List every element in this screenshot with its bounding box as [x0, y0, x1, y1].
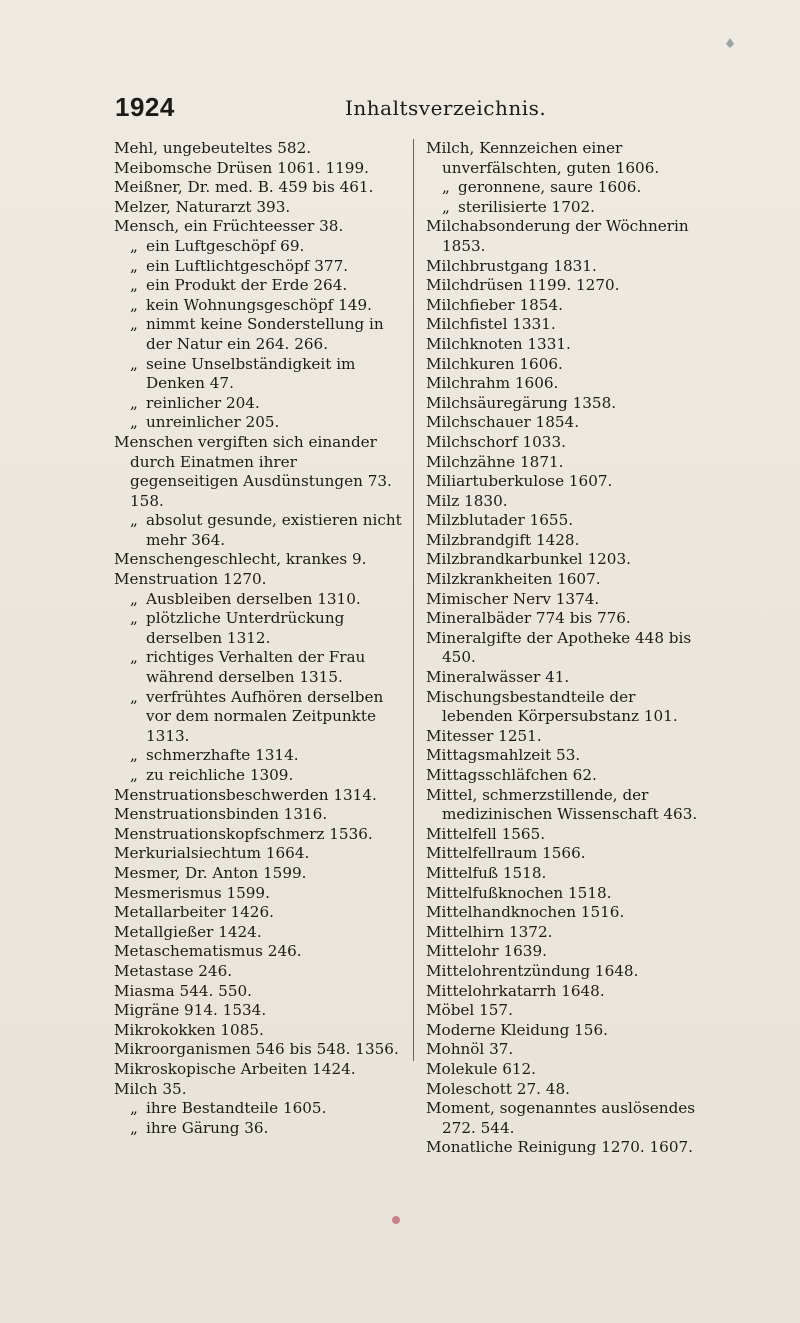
index-entry-text: Mittelhirn 1372.	[426, 922, 553, 941]
index-entry	[426, 1080, 704, 1100]
index-entry-text: Mittel, schmerzstillende, der medizinischen Wissenschaft 463.	[426, 785, 698, 824]
index-entry	[114, 315, 406, 354]
index-entry-text: Menstruationskopfschmerz 1536.	[114, 824, 373, 843]
index-entry-text: zu reichliche 1309.	[146, 766, 294, 784]
index-entry-text: Milch 35.	[114, 1079, 187, 1098]
index-entry-text: Milchbrustgang 1831.	[426, 256, 597, 275]
index-entry-text: ein Luftgeschöpf 69.	[146, 236, 305, 255]
index-entry-text: Monatliche Reinigung 1270. 1607.	[426, 1138, 693, 1157]
index-entry	[114, 433, 406, 511]
index-entry-text: Miasma 544. 550.	[114, 981, 253, 1000]
index-entry	[426, 1060, 704, 1080]
index-entry	[426, 746, 704, 766]
index-entry	[426, 394, 704, 414]
index-entry	[426, 1099, 704, 1138]
ditto-mark: „	[130, 256, 138, 275]
index-entry-text: Milzkrankheiten 1607.	[426, 570, 601, 589]
index-entry	[426, 276, 704, 296]
index-entry-text: Metaschematismus 246.	[114, 942, 302, 961]
index-entry-text: Metastase 246.	[114, 961, 233, 980]
index-entry	[114, 276, 406, 296]
index-entry	[114, 766, 406, 786]
index-entry-text: Meibomsche Drüsen 1061. 1199.	[114, 158, 369, 177]
index-entry-text: verfrühtes Aufhören derselben vor dem normalen Zeitpunkte 1313.	[146, 687, 384, 745]
index-entry	[114, 609, 406, 648]
index-entry-text: Moment, sogenanntes auslösendes 272. 544.	[426, 1099, 696, 1137]
index-entry-text: sterilisierte 1702.	[458, 197, 596, 216]
index-entry-text: Mikroorganismen 546 bis 548. 1356.	[114, 1040, 399, 1059]
ditto-mark: „	[130, 609, 138, 628]
index-column-left	[114, 139, 406, 1138]
index-entry	[114, 550, 406, 570]
index-entry	[426, 590, 704, 610]
index-entry	[426, 629, 704, 668]
ditto-mark: „	[130, 1118, 138, 1137]
stain-mark-icon	[392, 1216, 400, 1224]
index-entry-text: Milch, Kennzeichen einer unverfälschten, guten 1606.	[426, 139, 660, 177]
column-divider	[413, 139, 414, 1061]
index-entry	[114, 825, 406, 845]
index-entry-text: reinlicher 204.	[146, 393, 260, 412]
index-entry	[426, 315, 704, 335]
index-entry	[114, 884, 406, 904]
index-entry	[426, 492, 704, 512]
index-entry-text: Molekule 612.	[426, 1059, 537, 1078]
index-entry	[426, 844, 704, 864]
running-title: Inhaltsverzeichnis.	[345, 96, 547, 120]
index-entry-text: Migräne 914. 1534.	[114, 1001, 267, 1020]
index-entry-text: Metallarbeiter 1426.	[114, 903, 274, 922]
index-entry-text: Melzer, Naturarzt 393.	[114, 197, 291, 216]
index-entry	[426, 727, 704, 747]
index-entry	[426, 982, 704, 1002]
index-entry-text: Moleschott 27. 48.	[426, 1079, 570, 1098]
index-entry	[426, 335, 704, 355]
index-entry	[114, 746, 406, 766]
index-entry	[114, 355, 406, 394]
index-entry	[426, 1138, 704, 1158]
index-entry	[114, 942, 406, 962]
index-entry-text: Mineralbäder 774 bis 776.	[426, 609, 631, 628]
index-entry	[426, 472, 704, 492]
index-entry-text: Mittelfußknochen 1518.	[426, 883, 612, 902]
index-entry	[114, 962, 406, 982]
index-entry	[426, 433, 704, 453]
index-entry-text: Milzbrandkarbunkel 1203.	[426, 550, 631, 569]
index-entry	[426, 374, 704, 394]
index-entry	[114, 178, 406, 198]
index-entry	[114, 1001, 406, 1021]
index-entry-text: Milchkuren 1606.	[426, 354, 563, 373]
index-entry-text: Mittelohrkatarrh 1648.	[426, 981, 605, 1000]
index-entry-text: Menstruationsbeschwerden 1314.	[114, 785, 377, 804]
index-entry	[426, 1040, 704, 1060]
index-entry-text: Milchschorf 1033.	[426, 432, 566, 451]
index-column-right	[426, 139, 704, 1158]
index-entry-text: Milchschauer 1854.	[426, 413, 580, 432]
index-entry-text: richtiges Verhalten der Frau während derselben 1315.	[146, 648, 366, 687]
corner-mark-icon	[726, 38, 734, 48]
index-entry-text: kein Wohnungsgeschöpf 149.	[146, 295, 372, 314]
index-entry-text: schmerzhafte 1314.	[146, 746, 299, 765]
index-entry	[114, 1099, 406, 1119]
ditto-mark: „	[130, 276, 138, 295]
index-entry-text: Milchabsonderung der Wöchnerin 1853.	[426, 217, 689, 255]
ditto-mark: „	[130, 1099, 138, 1118]
index-entry-text: Menschen vergiften sich einander durch Einatmen ihrer gegenseitigen Ausdünstungen 73. 158.	[114, 432, 392, 510]
index-entry-text: ihre Gärung 36.	[146, 1118, 269, 1137]
index-entry	[426, 413, 704, 433]
index-entry-text: Mehl, ungebeuteltes 582.	[114, 139, 312, 157]
ditto-mark: „	[130, 766, 138, 784]
ditto-mark: „	[130, 589, 138, 608]
index-entry	[426, 786, 704, 825]
index-entry-text: Mensch, ein Früchteesser 38.	[114, 217, 344, 236]
index-entry	[114, 1040, 406, 1060]
index-entry	[114, 923, 406, 943]
index-entry	[114, 1021, 406, 1041]
index-entry-text: Meißner, Dr. med. B. 459 bis 461.	[114, 178, 374, 197]
index-entry-text: Milchzähne 1871.	[426, 452, 564, 471]
index-entry-text: Mittelfellraum 1566.	[426, 844, 586, 863]
index-entry	[114, 864, 406, 884]
index-entry-text: Mittagsschläfchen 62.	[426, 766, 597, 784]
index-entry	[426, 531, 704, 551]
index-entry-text: Milzbrandgift 1428.	[426, 530, 580, 549]
index-entry	[426, 903, 704, 923]
index-entry	[114, 139, 406, 159]
page-header	[115, 92, 685, 126]
index-entry-text: unreinlicher 205.	[146, 413, 280, 432]
index-entry	[426, 942, 704, 962]
ditto-mark: „	[130, 648, 138, 667]
index-entry	[426, 884, 704, 904]
index-entry	[426, 864, 704, 884]
index-entry-text: Metallgießer 1424.	[114, 922, 262, 941]
index-entry-text: Miliartuberkulose 1607.	[426, 472, 613, 491]
index-entry-text: Mikroskopische Arbeiten 1424.	[114, 1059, 356, 1078]
ditto-mark: „	[130, 511, 138, 530]
index-entry-text: geronnene, saure 1606.	[458, 178, 642, 197]
ditto-mark: „	[442, 197, 450, 216]
index-entry	[114, 688, 406, 747]
index-entry-text: ein Produkt der Erde 264.	[146, 276, 348, 295]
index-entry-text: Mittelfuß 1518.	[426, 863, 547, 882]
index-entry	[426, 296, 704, 316]
index-entry	[114, 570, 406, 590]
index-entry-text: Milchfistel 1331.	[426, 315, 556, 334]
index-entry	[114, 257, 406, 277]
index-entry-text: Milchsäuregärung 1358.	[426, 393, 617, 412]
index-entry-text: nimmt keine Sonderstellung in der Natur ein 264. 266.	[146, 315, 384, 353]
index-entry	[114, 982, 406, 1002]
index-entry	[426, 217, 704, 256]
ditto-mark: „	[130, 413, 138, 432]
index-entry	[114, 237, 406, 257]
index-entry	[114, 903, 406, 923]
index-entry	[114, 198, 406, 218]
index-entry	[114, 786, 406, 806]
index-entry	[114, 590, 406, 610]
index-entry-text: Mineralgifte der Apotheke 448 bis 450.	[426, 628, 692, 667]
index-entry	[426, 1021, 704, 1041]
index-entry	[426, 257, 704, 277]
index-entry-text: Merkurialsiechtum 1664.	[114, 844, 310, 863]
index-entry	[114, 1119, 406, 1139]
index-entry	[114, 413, 406, 433]
index-entry	[426, 962, 704, 982]
index-entry	[426, 139, 704, 178]
index-entry-text: Milchdrüsen 1199. 1270.	[426, 276, 620, 295]
index-entry-text: Mesmerismus 1599.	[114, 883, 270, 902]
ditto-mark: „	[130, 393, 138, 412]
index-entry-text: Menstruationsbinden 1316.	[114, 805, 328, 824]
index-entry-text: ein Luftlichtgeschöpf 377.	[146, 256, 349, 275]
ditto-mark: „	[442, 178, 450, 197]
ditto-mark: „	[130, 236, 138, 255]
index-entry-text: Ausbleiben derselben 1310.	[146, 589, 361, 608]
ditto-mark: „	[130, 315, 138, 334]
index-entry-text: Mesmer, Dr. Anton 1599.	[114, 863, 307, 882]
index-entry-text: Mohnöl 37.	[426, 1040, 514, 1059]
ditto-mark: „	[130, 687, 138, 706]
index-entry-text: Milzblutader 1655.	[426, 511, 574, 530]
index-entry	[426, 453, 704, 473]
index-entry-text: Mikrokokken 1085.	[114, 1020, 264, 1039]
index-entry	[426, 570, 704, 590]
index-entry	[426, 766, 704, 786]
index-entry	[426, 668, 704, 688]
ditto-mark: „	[130, 354, 138, 373]
index-entry-text: seine Unselbständigkeit im Denken 47.	[146, 354, 356, 393]
index-entry	[114, 296, 406, 316]
index-entry-text: Mischungsbestandteile der lebenden Körpersubstanz 101.	[426, 687, 678, 726]
index-entry	[426, 609, 704, 629]
index-entry-text: Mittelohrentzündung 1648.	[426, 961, 639, 980]
index-entry-text: Milz 1830.	[426, 491, 508, 510]
index-entry-text: ihre Bestandteile 1605.	[146, 1099, 327, 1118]
index-entry	[426, 178, 704, 198]
index-entry	[114, 1080, 406, 1100]
index-entry-text: Mimischer Nerv 1374.	[426, 589, 600, 608]
index-entry-text: Milchfieber 1854.	[426, 295, 563, 314]
index-entry	[114, 511, 406, 550]
index-entry	[114, 844, 406, 864]
index-entry-text: Milchrahm 1606.	[426, 374, 559, 393]
index-entry-text: Mittelhandknochen 1516.	[426, 903, 625, 922]
page-number: 1924	[115, 92, 175, 122]
index-entry-text: Mittelfell 1565.	[426, 824, 546, 843]
index-entry-text: plötzliche Unterdrückung derselben 1312.	[146, 609, 345, 647]
index-entry	[426, 550, 704, 570]
index-entry	[114, 159, 406, 179]
index-entry-text: Menschengeschlecht, krankes 9.	[114, 550, 367, 569]
index-entry-text: Milchknoten 1331.	[426, 334, 571, 353]
index-entry-text: Möbel 157.	[426, 1001, 513, 1020]
ditto-mark: „	[130, 746, 138, 765]
index-entry	[426, 923, 704, 943]
index-entry	[114, 805, 406, 825]
index-entry-text: Mitesser 1251.	[426, 726, 542, 745]
index-entry-text: Moderne Kleidung 156.	[426, 1020, 608, 1039]
ditto-mark: „	[130, 295, 138, 314]
index-entry	[426, 688, 704, 727]
index-entry	[114, 1060, 406, 1080]
index-entry-text: Mineralwässer 41.	[426, 668, 570, 687]
index-entry	[114, 648, 406, 687]
index-entry-text: Mittelohr 1639.	[426, 942, 547, 961]
index-entry	[426, 511, 704, 531]
index-entry	[426, 1001, 704, 1021]
index-entry-text: Mittagsmahlzeit 53.	[426, 746, 581, 765]
index-entry	[114, 217, 406, 237]
index-entry-text: Menstruation 1270.	[114, 570, 267, 589]
index-entry-text: absolut gesunde, existieren nicht mehr 364.	[146, 511, 402, 549]
index-entry	[426, 198, 704, 218]
index-entry	[426, 355, 704, 375]
index-entry	[426, 825, 704, 845]
index-entry	[114, 394, 406, 414]
